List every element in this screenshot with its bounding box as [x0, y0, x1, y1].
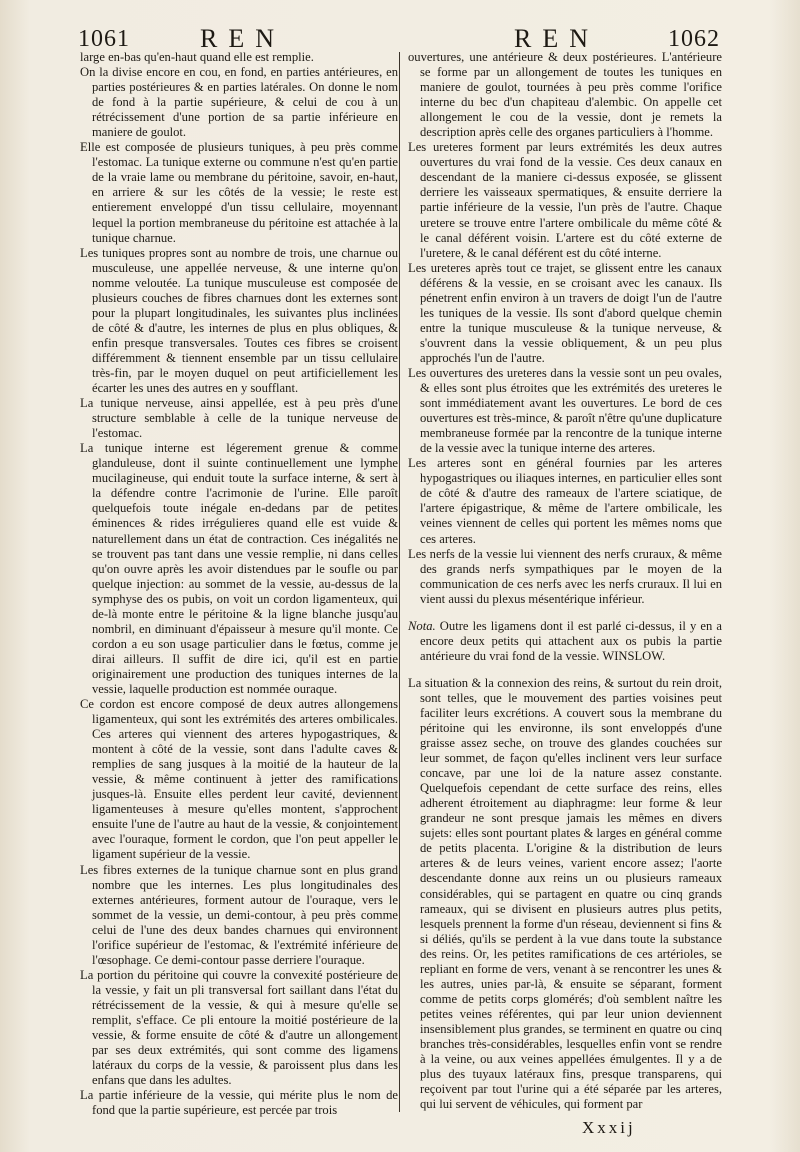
- paragraph: Les ureteres forment par leurs extrémités les deux autres ouvertures du vrai fond de la vessie. Ces deux canaux en descendant de la maniere ci-dessus exposée, se glissent derriere les vaisseaux spermatiques, & ensuite derriere la partie inférieure de la vessie, l'un près de l'autre. Chaque uretere se trouve entre l'artere ombilicale du même côté & le canal déférent voisin. L'artere est du côté externe de l'uretere, & le canal déférent est du côté interne.: [408, 140, 722, 260]
- paragraph: Les ureteres après tout ce trajet, se glissent entre les canaux déférens & la vessie, en se croisant avec les canaux. Ils pénetrent enfin environ à un travers de doigt l'un de l'autre les tuniques de la vessie. Ils sont d'abord quelque chemin entre la tunique musculeuse & la tunique nerveuse, & s'ouvrent dans la vessie obliquement, & un peu plus approchés l'un de l'autre.: [408, 260, 722, 365]
- paragraph: Les fibres externes de la tunique charnue sont en plus grand nombre que les internes. Les plus longitudinales des externes antérieures, forment autour de l'ouraque, vers le sommet de la vessie, un demi-contour, à peu près comme celui de l'une des deux bandes charnues qui environnent l'orifice supérieur de l'estomac, & l'extrémité inférieure de l'œsophage. Ce demi-contour passe derriere l'ouraque.: [80, 862, 398, 967]
- paragraph: La situation & la connexion des reins, & surtout du rein droit, sont telles, que le mouvement des parties voisines peut faciliter leurs excrétions. A couvert sous la membrane du péritoine qui les environne, ils sont enveloppés d'une graisse assez seche, on trouve des glandes couchées sur leur sommet, de façon qu'elles inclinent vers leur surface concave, par une loi de la nature assez constante. Quelquefois cependant de cette surface des reins, elles adherent étroitement au diaphragme: leur forme & leur grandeur ne sont presque jamais les mêmes en divers sujets: elles sont pourtant plates & larges en général comme de petits placenta. L'origine & la distribution de leurs arteres & de leurs veines, varient encore assez; l'aorte descendante donne aux reins un ou plusieurs rameaux considérables, qui se partagent en quatre ou cinq grands rameaux, qui se divisent en plusieurs autres plus petits, lesquels prennent la forme d'un réseau, deviennent si fins & si déliés, qu'ils se perdent à la vue dans toute la substance des reins. Or, les petites ramifications de ces artérioles, se repliant en forme de vers, venant à se rencontrer les unes & les autres, unies par-là, & ensuite se séparant, forment comme de petits corps glomérés; d'où semblent naître les petites veines référentes, qui par leur union deviennent insensiblement plus grandes, se terminent en quatre ou cinq branches très-considérables, lesquelles enfin vont se rendre à la veine, ou aux veines appellées émulgentes. Il y a de plus des tuyaux latéraux fins, presque transparens, qui reçoivent par tout l'urine qui a été séparée par les arteres, qui lui servent de véhicules, qui forment par: [408, 675, 722, 1112]
- paragraph: Ce cordon est encore composé de deux autres allongemens ligamenteux, qui sont les extrémités des arteres ombilicales. Ces arteres qui viennent des arteres hypogastriques, & montent à côté de la vessie, sont dans l'adulte caves & remplies de sang jusques à la moitié de la hauteur de la vessie, & même continuent à jetter des ramifications jusques-là. Ensuite elles perdent leur cavité, deviennent ligamenteuses à mesure qu'elles montent, s'approchent ensuite l'une de l'autre au haut de la vessie, & conjointement avec l'ouraque, forment le cordon, que l'on peut appeller le ligament supérieur de la vessie.: [80, 697, 398, 862]
- signature-mark: Xxxij: [582, 1118, 636, 1137]
- paragraph: Les arteres sont en général fournies par les arteres hypogastriques ou iliaques internes, en particulier elles sont de côté & d'autre des rameaux de l'artere sciatique, de l'artere épigastrique, & même de l'artere ombilicale, les veines viennent de celles qui portent les mêmes noms que ces arteres.: [408, 456, 722, 546]
- nota-paragraph: [408, 619, 722, 664]
- page-number-right: 1062: [668, 26, 720, 52]
- paragraph: Elle est composée de plusieurs tuniques, à peu près comme l'estomac. La tunique externe ou commune n'est qu'en partie de la vraie lame ou membrane du péritoine, savoir, en-haut, en arriere & sur les côtés de la vessie; le reste est entierement enveloppé d'un tissu cellulaire, moyennant lequel la portion membraneuse du péritoine est attachée à la tunique charnue.: [80, 140, 398, 245]
- paragraph: La partie inférieure de la vessie, qui mérite plus le nom de fond que la partie supérieure, est percée par trois: [80, 1088, 398, 1118]
- right-column: [408, 50, 722, 1112]
- paragraph: La tunique nerveuse, ainsi appellée, est à peu près d'une structure semblable à celle de la tunique nerveuse de l'estomac.: [80, 396, 398, 441]
- paragraph: La tunique interne est légerement grenue & comme glanduleuse, dont il suinte continuellement une lymphe mucilagineuse, qui enduit toute la surface interne, & sert à la défendre contre l'acrimonie de l'urine. Elle paroît quelquefois toute inégale en-dedans par de petites éminences & rides irrégulieres quand elle est vuide & naturellement dans un état de contraction. Ces inégalités ne se trouvent pas tant dans une vessie remplie, ni dans celles qu'on ouvre après les avoir distendues par le soufle ou par quelque injection: au sommet de la vessie, au-dessus de la symphyse des os pubis, on voit un cordon ligamenteux, qui de-là monte entre le péritoine & la ligne blanche jusqu'au nombril, en diminuant d'épaisseur à mesure qu'il monte. Ce cordon a eu son usage particulier dans le fœtus, comme je dirai ailleurs. Il suffit de dire ici, qu'il est en partie originairement une production des tuniques internes de la vessie, laquelle production est nommée ouraque.: [80, 441, 398, 696]
- paragraph: Les tuniques propres sont au nombre de trois, une charnue ou musculeuse, une appellée nerveuse, & une interne qu'on nomme veloutée. La tunique musculeuse est composée de plusieurs couches de fibres charnues dont les externes sont pour la plupart longitudinales, les suivantes plus inclinées de côté & d'autre, les internes de plus en plus obliques, & enfin presque transversales. Toutes ces fibres se croisent différemment & tiennent ensemble par un tissu cellulaire très-fin, par le moyen duquel on peut artificiellement les écarter les unes des autres en y soufflant.: [80, 245, 398, 396]
- column-divider: [399, 52, 400, 1112]
- page-number-left: 1061: [78, 26, 130, 52]
- nota-text: Outre les ligamens dont il est parlé ci-dessus, il y en a encore deux petits qui attachent aux os pubis la partie antérieure du vrai fond de la vessie.: [420, 618, 722, 663]
- nota-label: Nota.: [408, 618, 436, 633]
- running-head-left: REN: [200, 24, 285, 53]
- nota-author: WINSLOW.: [602, 648, 666, 663]
- paragraph: ouvertures, une antérieure & deux postérieures. L'antérieure se forme par un allongement de toutes les tuniques en maniere de goulot, tournées à peu près comme l'orifice interne du bec d'un chapiteau d'alembic. On appelle cet allongement le cou de la vessie, dont je remets la description après celle des organes particuliers à l'homme.: [408, 50, 722, 140]
- left-column: [80, 50, 398, 1118]
- paragraph: La portion du péritoine qui couvre la convexité postérieure de la vessie, y fait un pli transversal fort saillant dans l'état du rétrécissement de la vessie, & qui à mesure qu'elle se remplit, s'efface. Ce pli entoure la moitié postérieure de la vessie, & forme ensuite de côté & d'autre un allongement par ses deux extrémités, qui sont comme des ligamens latéraux du corps de la vessie, & paroissent plus dans les enfans que dans les adultes.: [80, 967, 398, 1088]
- running-head-right: REN: [514, 24, 599, 53]
- paragraph: Les nerfs de la vessie lui viennent des nerfs cruraux, & même des grands nerfs sympathiques par le moyen de la communication de ces nerfs avec les nerfs cruraux. Il lui en vient aussi du plexus mésentérique inférieur.: [408, 546, 722, 606]
- paragraph: On la divise encore en cou, en fond, en parties antérieures, en parties postérieures & en parties latérales. On donne le nom de fond à la partie supérieure, & celui de cou à un rétrécissement d'une portion de sa partie inférieure en maniere de goulot.: [80, 65, 398, 140]
- paragraph: large en-bas qu'en-haut quand elle est remplie.: [80, 50, 314, 64]
- paragraph: Les ouvertures des ureteres dans la vessie sont un peu ovales, & elles sont plus étroites que les extrémités des ureteres le sont immédiatement avant les ouvertures. Le bord de ces ouvertures est très-mince, & paroît n'être qu'une duplicature membraneuse formée par la rencontre de la tunique interne de la vessie avec la tunique interne des arteres.: [408, 365, 722, 456]
